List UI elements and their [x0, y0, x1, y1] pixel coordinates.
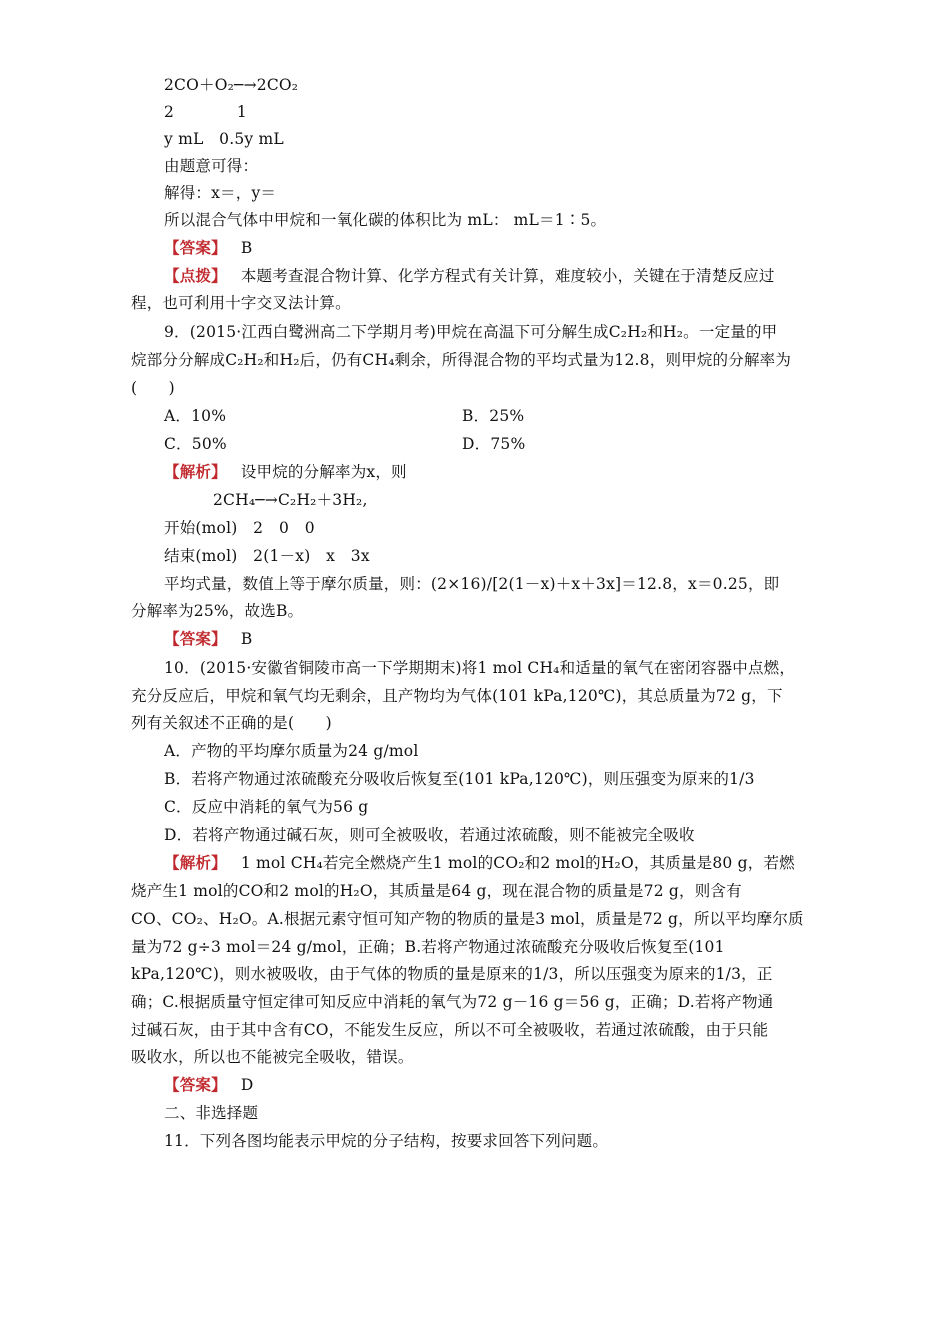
q10-option-a: A．产物的平均摩尔质量为24 g/mol — [164, 742, 419, 760]
analysis-10-line-7: 过碱石灰，由于其中含有CO，不能发生反应，所以不可全被吸收，若通过浓硫酸，由于只能 — [131, 1021, 769, 1039]
answer-10 — [164, 1075, 814, 1095]
equation-co-oxidation: 2CO＋O₂─→2CO₂ — [164, 76, 299, 94]
question-10-line-2: 充分反应后，甲烷和氧气均无剩余，且产物均为气体(101 kPa,120℃)，其总质量为72 g，下 — [131, 687, 783, 705]
analysis-10-line-2: 烧产生1 mol的CO和2 mol的H₂O，其质量是64 g，现在混合物的质量是72 g，则含有 — [131, 882, 742, 900]
answer-value: B — [240, 239, 253, 257]
question-10-line-1: 10．(2015·安徽省铜陵市高一下学期期末)将1 mol CH₄和适量的氧气在密闭容器中点燃， — [164, 659, 796, 677]
q10-option-c: C．反应中消耗的氧气为56 g — [164, 798, 369, 816]
analysis-text: 1 mol CH₄若完全燃烧产生1 mol的CO₂和2 mol的H₂O，其质量是80 g，若燃 — [240, 854, 795, 872]
tip-paragraph — [164, 266, 814, 286]
analysis-tag: 【解析】 — [164, 462, 227, 481]
calculation-line-2: 分解率为25%，故选B。 — [131, 602, 304, 620]
start-amount-row: 开始(mol) 2 0 0 — [164, 519, 315, 537]
q9-option-b: B．25% — [462, 407, 525, 425]
q10-option-d: D．若将产物通过碱石灰，则可全被吸收，若通过浓硫酸，则不能被完全吸收 — [164, 826, 695, 844]
solution-line: 解得：x＝，y＝ — [164, 184, 277, 202]
question-10-line-3: 列有关叙述不正确的是( ) — [131, 714, 332, 732]
calculation-line-1: 平均式量，数值上等于摩尔质量，则：(2×16)/[2(1－x)＋x＋3x]＝12.8，x＝0.25，即 — [164, 575, 780, 593]
q9-option-c: C．50% — [164, 435, 227, 453]
end-amount-row: 结束(mol) 2(1－x) x 3x — [164, 547, 370, 565]
conclusion-line: 所以混合气体中甲烷和一氧化碳的体积比为 mL： mL＝1∶5。 — [164, 211, 607, 229]
q9-options-row-2 — [164, 434, 814, 454]
analysis-10-line-8: 吸收水，所以也不能被完全吸收，错误。 — [131, 1048, 414, 1066]
q9-options-row-1 — [164, 406, 814, 426]
q10-option-b: B．若将产物通过浓硫酸充分吸收后恢复至(101 kPa,120℃)，则压强变为原来的1/3 — [164, 770, 755, 788]
analysis-10-line-6: 确；C.根据质量守恒定律可知反应中消耗的氧气为72 g－16 g＝56 g，正确；D.若将产物通 — [131, 993, 774, 1011]
analysis-10-line-5: kPa,120℃)，则水被吸收，由于气体的物质的量是原来的1/3，所以压强变为原来的1/3，正 — [131, 965, 773, 983]
analysis-9 — [164, 462, 814, 482]
derivation-line: 由题意可得： — [164, 157, 259, 175]
tip-text: 本题考查混合物计算、化学方程式有关计算，难度较小，关键在于清楚反应过 — [240, 267, 775, 285]
tip-tag: 【点拨】 — [164, 266, 227, 285]
analysis-tag: 【解析】 — [164, 853, 227, 872]
answer-value: D — [240, 1076, 254, 1094]
q9-option-d: D．75% — [462, 435, 526, 453]
question-9-blank: ( ) — [131, 379, 175, 397]
coefficient-row: 2 1 — [164, 103, 247, 121]
answer-tag: 【答案】 — [164, 629, 227, 648]
question-9-line-2: 烷部分分解成C₂H₂和H₂后，仍有CH₄剩余，所得混合物的平均式量为12.8，则甲烷的分解率为 — [131, 351, 792, 369]
question-11: 11．下列各图均能表示甲烷的分子结构，按要求回答下列问题。 — [164, 1132, 609, 1150]
analysis-10-line-3: CO、CO₂、H₂O。A.根据元素守恒可知产物的物质的量是3 mol，质量是72 g，所以平均摩尔质 — [131, 910, 804, 928]
analysis-text: 设甲烷的分解率为x，则 — [240, 463, 407, 481]
analysis-10-line-4: 量为72 g÷3 mol＝24 g/mol，正确；B.若将产物通过浓硫酸充分吸收后恢复至(101 — [131, 938, 725, 956]
answer-9 — [164, 629, 814, 649]
answer-value: B — [240, 630, 253, 648]
methane-decomposition-equation: 2CH₄─→C₂H₂＋3H₂, — [213, 491, 368, 509]
answer-8 — [164, 238, 814, 258]
answer-tag: 【答案】 — [164, 238, 227, 257]
question-9-line-1: 9．(2015·江西白鹭洲高二下学期月考)甲烷在高温下可分解生成C₂H₂和H₂。一定量的甲 — [164, 323, 778, 341]
q9-option-a: A．10% — [164, 407, 227, 425]
tip-text-cont: 程，也可利用十字交叉法计算。 — [131, 294, 351, 312]
section-heading: 二、非选择题 — [164, 1104, 259, 1122]
analysis-10 — [164, 853, 814, 873]
answer-tag: 【答案】 — [164, 1075, 227, 1094]
volume-row: y mL 0.5y mL — [164, 130, 284, 148]
